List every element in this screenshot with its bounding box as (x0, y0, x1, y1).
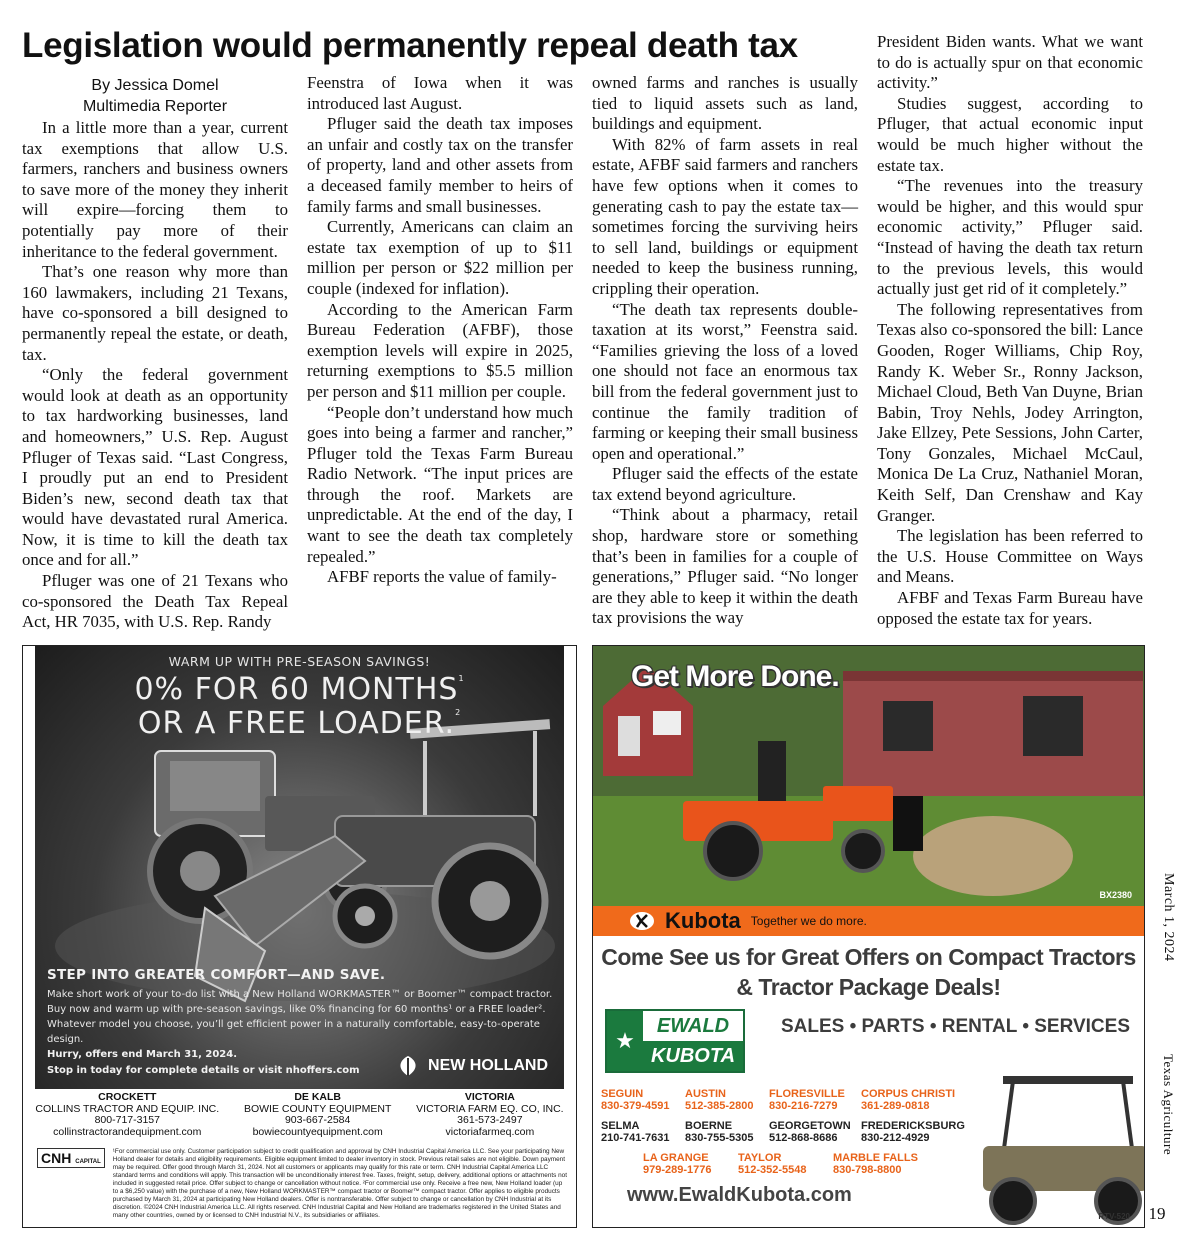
article-column-3 (592, 73, 858, 629)
kubota-location[interactable]: BOERNE 830-755-5305 (685, 1120, 754, 1144)
kubota-location[interactable]: SELMA 210-741-7631 (601, 1120, 670, 1144)
kubota-location[interactable]: SEGUIN 830-379-4591 (601, 1088, 670, 1112)
kubota-location[interactable]: GEORGETOWN 512-868-8686 (769, 1120, 851, 1144)
nh-kicker: WARM UP WITH PRE-SEASON SAVINGS! (168, 654, 431, 669)
nh-dealer-list (23, 1092, 576, 1138)
article-paragraph: In a little more than a year, current tax exemptions that allow U.S. farmers, ranchers and business owners to save more of the money they inherit will expire—forcing them to potentially pay more of their inheritance to the federal government. (22, 118, 288, 261)
kubota-location[interactable]: FLORESVILLE 830-216-7279 (769, 1088, 845, 1112)
ewald-logo-bottom: KUBOTA (643, 1041, 743, 1071)
article-paragraph: AFBF and Texas Farm Bureau have opposed the estate tax for years. (877, 588, 1143, 628)
ewald-kubota-logo (605, 1009, 745, 1073)
nh-stop-in[interactable]: Stop in today for complete details or visit nhoffers.com (47, 1065, 360, 1076)
article-paragraph: Pfluger said the death tax imposes an unfair and costly tax on the transfer of property, land and other assets from a deceased family member to heirs of family farms and small businesses. (307, 114, 573, 216)
kubota-location[interactable]: TAYLOR 512-352-5548 (738, 1152, 807, 1176)
kubota-services: SALES • PARTS • RENTAL • SERVICES (781, 1016, 1130, 1037)
publication-name: Texas Agriculture (1161, 1054, 1176, 1156)
article-paragraph: “People don’t understand how much goes into being a farmer and rancher,” Pfluger told the Texas Farm Bureau Radio Network. “The input prices are through the roof. Markets are unpredictable. At the end of the day, I want to see the death tax completely repealed.” (307, 402, 573, 566)
nh-hero (35, 646, 564, 1089)
nh-fine-print-block (37, 1148, 567, 1220)
kubota-brand: Kubota (665, 908, 741, 933)
ewald-logo-top: EWALD (656, 1014, 730, 1037)
cnh-capital-logo: CNH CAPITAL (37, 1148, 105, 1168)
kubota-logo-icon (629, 911, 655, 931)
kubota-location[interactable]: AUSTIN 512-385-2800 (685, 1088, 754, 1112)
kubota-offer-line-2: & Tractor Package Deals! (736, 974, 1001, 1000)
kubota-offer (593, 942, 1144, 1002)
article-paragraph: The following representatives from Texas also co-sponsored the bill: Lance Gooden, Roger Williams, Chip Roy, Randy K. Weber Sr., Ronny Jackson, Michael Cloud, Beth Van Duyne, Brian Babin, Troy Nehls, Jodey Arrington, Jake Ellzey, Pete Sessions, John Carter, Tony Gonzales, Michael McCaul, Monica De La Cruz, Nathaniel Moran, Keith Self, Dan Crenshaw and Kay Granger. (877, 299, 1143, 525)
nh-fine-print: ¹For commercial use only. Customer participation subject to credit qualification and approval by CNH Industrial Capital America LLC. See your participating New Holland dealer for details and eligibility requirements. Eligible equipment limited to dealer inventory in stock. Previous retail sales are not eligible. Down payment may be required. Offer good through March 31, 2024. Not all customers or applicants may qualify for this rate or term. CNH Industrial Capital America LLC standard terms and conditions will apply. This transaction will be unconditionally interest free. Taxes, freight, setup, delivery, additional options or attachments not included in suggested retail price. Offer subject to change or cancellation without notice. ²For commercial use only. Receive a free new, New Holland loader (up to a $6,250 value) with the purchase of a new, New Holland WORKMASTER™ compact tractor or Boomer™ compact tractor. Offer applies to eligible products purchased by March 31, 2024 at participating New Holland dealers. Offer is nontransferable. Offer subject to change or cancellation by CNH Industrial at its discretion. ©2024 CNH Industrial America LLC. All rights reserved. CNH Industrial Capital and New Holland are trademarks registered in the United States and many other countries, owned by or licensed to CNH Industrial N.V., its subsidiaries or affiliates. (112, 1148, 568, 1219)
article-paragraph: Pfluger said the effects of the estate tax extend beyond agriculture. (592, 464, 858, 504)
kubota-photo (593, 646, 1144, 906)
kubota-headline: Get More Done. (631, 660, 839, 693)
article-paragraph: “The death tax represents double-taxation at its worst,” Feenstra said. “Families grieving the loss of a loved one should not face an enormous tax bill from the federal government just to continue the family tradition of farming or keeping their small business open and operational.” (592, 299, 858, 463)
kubota-location[interactable]: FREDERICKSBURG 830-212-4929 (861, 1120, 965, 1144)
kubota-location[interactable]: LA GRANGE 979-289-1776 (643, 1152, 712, 1176)
article-paragraph: Feenstra of Iowa when it was introduced last August. (307, 73, 573, 113)
article-paragraph: “Think about a pharmacy, retail shop, hardware store or something that’s been in families for a couple of generations,” Pfluger said. “No longer are they able to keep it within the death tax provisions the way (592, 505, 858, 628)
page-date: March 1, 2024 (1161, 873, 1176, 962)
nh-dealer[interactable]: CROCKETT COLLINS TRACTOR AND EQUIP. INC. 800-717-3157 collinstractorandequipment.com (35, 1091, 220, 1138)
article-column-2 (307, 73, 573, 588)
nh-body-text: Make short work of your to-do list with a New Holland WORKMASTER™ or Boomer™ compact tractor. Buy now and warm up with pre-season savings, like 0% financing for 60 months¹ or a FREE loader². Whatever model you choose, you’ll get efficient power in a naturally comfortable, easy-to-operate design. (47, 989, 553, 1045)
article-paragraph: “The revenues into the treasury would be higher, and this would spur economic activity,” Pfluger said. “Instead of having the death tax return to the previous levels, this would actually just get rid of it completely.” (877, 176, 1143, 299)
nh-dealer[interactable]: VICTORIA VICTORIA FARM EQ. CO, INC. 361-573-2497 victoriafarmeq.com (416, 1091, 564, 1138)
new-holland-leaf-icon (394, 1054, 422, 1078)
byline-name: By Jessica Domel (91, 77, 219, 94)
kubota-location[interactable]: MARBLE FALLS 830-798-8800 (833, 1152, 918, 1176)
article-headline: Legislation would permanently repeal death tax (22, 26, 798, 65)
kubota-location[interactable]: CORPUS CHRISTI 361-289-0818 (861, 1088, 956, 1112)
article-paragraph: The legislation has been referred to the U.S. House Committee on Ways and Means. (877, 526, 1143, 587)
utv-vehicle-icon (973, 1066, 1145, 1226)
article-paragraph: Currently, Americans can claim an estate tax exemption of up to $11 million per person or $22 million per couple (indexed for inflation). (307, 217, 573, 298)
texas-star-icon: ★ (607, 1011, 643, 1071)
kubota-tagline: Together we do more. (750, 914, 867, 928)
byline-title: Multimedia Reporter (82, 98, 228, 115)
new-holland-logo: NEW HOLLAND (394, 1054, 548, 1078)
kubota-ad[interactable] (592, 645, 1145, 1228)
utv-model-label: RTV-520 (1098, 1212, 1130, 1221)
article-paragraph: “Only the federal government would look at death as an opportunity to tax hardworking businesses, land and homeowners,” U.S. Rep. August Pfluger of Texas said. “Last Congress, I proudly put an end to President Biden’s new, second death tax that would have devastated rural America. Now, it is time to kill the death tax once and for all.” (22, 365, 288, 570)
article-paragraph: President Biden wants. What we want to do is actually spur on that economic activity.” (877, 32, 1143, 93)
article-column-1 (22, 76, 288, 633)
nh-offer-line-1: 0% FOR 60 MONTHS$^1$ (134, 672, 465, 707)
nh-hurry: Hurry, offers end March 31, 2024. (47, 1049, 238, 1060)
new-holland-ad[interactable] (22, 645, 577, 1228)
page-number: 19 (1148, 1204, 1166, 1223)
article-paragraph: Studies suggest, according to Pfluger, that actual economic input would be much higher without the estate tax. (877, 93, 1143, 175)
kubota-brand-bar (593, 906, 1144, 936)
article-paragraph: AFBF reports the value of family- (327, 567, 557, 587)
article-paragraph: owned farms and ranches is usually tied to liquid assets such as land, buildings and equipment. (592, 73, 858, 134)
kubota-model-label: BX2380 (1099, 890, 1132, 900)
kubota-website-link[interactable]: www.EwaldKubota.com (627, 1184, 852, 1206)
article-paragraph: Pfluger was one of 21 Texans who co-sponsored the Death Tax Repeal Act, HR 7035, with U.S. Rep. Randy (22, 571, 288, 632)
article-paragraph: According to the American Farm Bureau Federation (AFBF), those exemption levels will expire in 2025, returning exemptions to $5.5 million per person and $11 million per couple. (307, 299, 573, 401)
nh-subtitle: STEP INTO GREATER COMFORT—AND SAVE. (47, 967, 386, 983)
article-paragraph: That’s one reason why more than 160 lawmakers, including 21 Texans, have co-sponsored a bill designed to permanently repeal the estate, or death, tax. (22, 262, 288, 364)
article-column-4 (877, 32, 1143, 629)
kubota-offer-line-1: Come See us for Great Offers on Compact Tractors (601, 944, 1136, 970)
nh-offer-line-2: OR A FREE LOADER.$^2$ (137, 706, 462, 741)
article-paragraph: With 82% of farm assets in real estate, AFBF said farmers and ranchers have few options when it comes to generating cash to pay the estate tax—sometimes forcing the surviving heirs to sell land, buildings or equipment needed to keep the business running, crippling their operation. (592, 134, 858, 298)
nh-dealer[interactable]: DE KALB BOWIE COUNTY EQUIPMENT 903-667-2584 bowiecountyequipment.com (243, 1091, 392, 1138)
